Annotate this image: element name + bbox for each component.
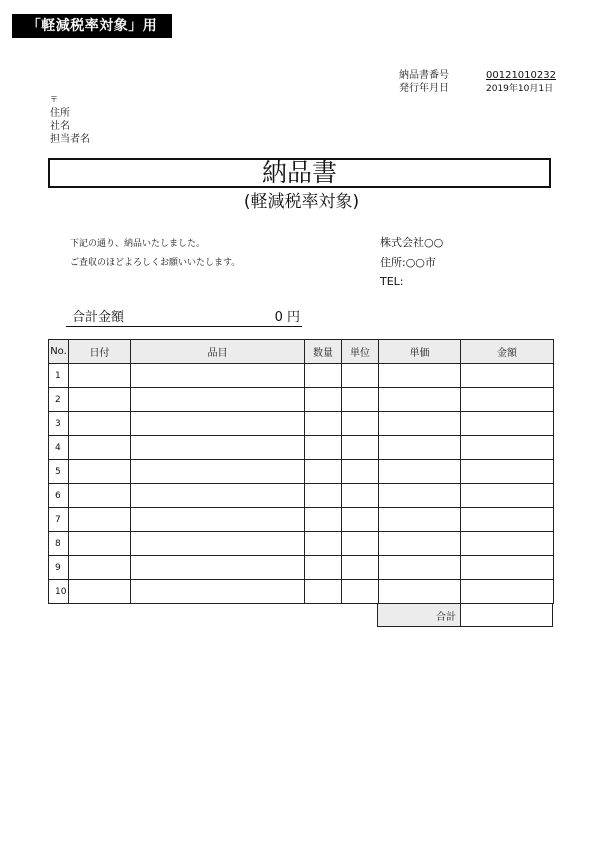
invoice-number-label: 納品書番号: [399, 70, 449, 81]
item-cell[interactable]: [131, 364, 305, 388]
table-row: [49, 508, 554, 532]
row-number: 2: [49, 388, 69, 412]
unit-cell[interactable]: [342, 484, 379, 508]
issuer-tel: TEL:: [380, 275, 404, 288]
header-quantity: 数量: [305, 340, 342, 364]
message-line-1: 下記の通り、納品いたしました。: [70, 239, 206, 249]
unit-cell[interactable]: [342, 460, 379, 484]
header-unit-price: 単価: [379, 340, 461, 364]
company-label: 社名: [50, 121, 70, 132]
unit-cell[interactable]: [342, 412, 379, 436]
table-header-row: [49, 340, 554, 364]
unit-cell[interactable]: [342, 436, 379, 460]
item-cell[interactable]: [131, 460, 305, 484]
unit-price-cell[interactable]: [379, 460, 461, 484]
date-cell[interactable]: [69, 508, 131, 532]
amount-cell[interactable]: [461, 388, 554, 412]
unit-cell[interactable]: [342, 364, 379, 388]
sum-table: [377, 603, 553, 627]
header-unit: 単位: [342, 340, 379, 364]
row-number: 10: [49, 580, 69, 604]
table-row: [49, 580, 554, 604]
quantity-cell[interactable]: [305, 556, 342, 580]
quantity-cell[interactable]: [305, 388, 342, 412]
unit-price-cell[interactable]: [379, 508, 461, 532]
date-cell[interactable]: [69, 412, 131, 436]
date-cell[interactable]: [69, 436, 131, 460]
item-cell[interactable]: [131, 412, 305, 436]
document-subtitle: (軽減税率対象): [243, 192, 360, 212]
quantity-cell[interactable]: [305, 436, 342, 460]
header-amount: 金額: [461, 340, 554, 364]
table-row: [49, 388, 554, 412]
quantity-cell[interactable]: [305, 484, 342, 508]
unit-price-cell[interactable]: [379, 364, 461, 388]
unit-cell[interactable]: [342, 388, 379, 412]
unit-price-cell[interactable]: [379, 532, 461, 556]
unit-cell[interactable]: [342, 532, 379, 556]
sum-label: 合計: [378, 604, 461, 627]
unit-cell[interactable]: [342, 580, 379, 604]
unit-price-cell[interactable]: [379, 436, 461, 460]
quantity-cell[interactable]: [305, 508, 342, 532]
unit-price-cell[interactable]: [379, 556, 461, 580]
usage-banner: 「軽減税率対象」用: [12, 14, 172, 38]
date-cell[interactable]: [69, 460, 131, 484]
quantity-cell[interactable]: [305, 460, 342, 484]
item-cell[interactable]: [131, 436, 305, 460]
date-cell[interactable]: [69, 556, 131, 580]
total-amount-value: 0 円: [274, 310, 300, 325]
item-cell[interactable]: [131, 556, 305, 580]
date-cell[interactable]: [69, 484, 131, 508]
quantity-cell[interactable]: [305, 580, 342, 604]
table-row: [49, 412, 554, 436]
table-row: [49, 484, 554, 508]
header-no: No.: [49, 340, 69, 364]
amount-cell[interactable]: [461, 436, 554, 460]
date-cell[interactable]: [69, 364, 131, 388]
issuer-name: 株式会社○○: [380, 236, 444, 249]
total-amount-label: 合計金額: [72, 310, 125, 325]
header-item: 品目: [131, 340, 305, 364]
message-line-2: ご査収のほどよろしくお願いいたします。: [70, 258, 241, 268]
unit-cell[interactable]: [342, 508, 379, 532]
postal-mark: 〒: [50, 95, 58, 104]
address-label: 住所: [50, 108, 70, 119]
unit-price-cell[interactable]: [379, 580, 461, 604]
total-underline: [66, 326, 302, 327]
row-number: 8: [49, 532, 69, 556]
issue-date-label: 発行年月日: [399, 83, 449, 94]
item-cell[interactable]: [131, 484, 305, 508]
amount-cell[interactable]: [461, 412, 554, 436]
quantity-cell[interactable]: [305, 412, 342, 436]
sum-row: [378, 604, 553, 627]
table-row: [49, 556, 554, 580]
issuer-address: 住所:○○市: [380, 256, 436, 269]
date-cell[interactable]: [69, 532, 131, 556]
person-label: 担当者名: [50, 134, 90, 145]
items-table: [48, 339, 554, 604]
invoice-number-value: 00121010232: [486, 70, 556, 81]
item-cell[interactable]: [131, 580, 305, 604]
sum-value-cell[interactable]: [461, 604, 553, 627]
table-row: [49, 436, 554, 460]
quantity-cell[interactable]: [305, 532, 342, 556]
amount-cell[interactable]: [461, 556, 554, 580]
date-cell[interactable]: [69, 580, 131, 604]
amount-cell[interactable]: [461, 508, 554, 532]
table-row: [49, 460, 554, 484]
unit-price-cell[interactable]: [379, 412, 461, 436]
amount-cell[interactable]: [461, 580, 554, 604]
row-number: 5: [49, 460, 69, 484]
header-date: 日付: [69, 340, 131, 364]
row-number: 4: [49, 436, 69, 460]
document-title: 納品書: [48, 158, 551, 188]
amount-cell[interactable]: [461, 460, 554, 484]
row-number: 3: [49, 412, 69, 436]
item-cell[interactable]: [131, 388, 305, 412]
unit-cell[interactable]: [342, 556, 379, 580]
row-number: 1: [49, 364, 69, 388]
issue-date-value: 2019年10月1日: [486, 84, 554, 94]
amount-cell[interactable]: [461, 364, 554, 388]
row-number: 7: [49, 508, 69, 532]
row-number: 6: [49, 484, 69, 508]
date-cell[interactable]: [69, 388, 131, 412]
item-cell[interactable]: [131, 532, 305, 556]
unit-price-cell[interactable]: [379, 388, 461, 412]
quantity-cell[interactable]: [305, 364, 342, 388]
item-cell[interactable]: [131, 508, 305, 532]
amount-cell[interactable]: [461, 484, 554, 508]
amount-cell[interactable]: [461, 532, 554, 556]
row-number: 9: [49, 556, 69, 580]
table-row: [49, 532, 554, 556]
table-row: [49, 364, 554, 388]
unit-price-cell[interactable]: [379, 484, 461, 508]
